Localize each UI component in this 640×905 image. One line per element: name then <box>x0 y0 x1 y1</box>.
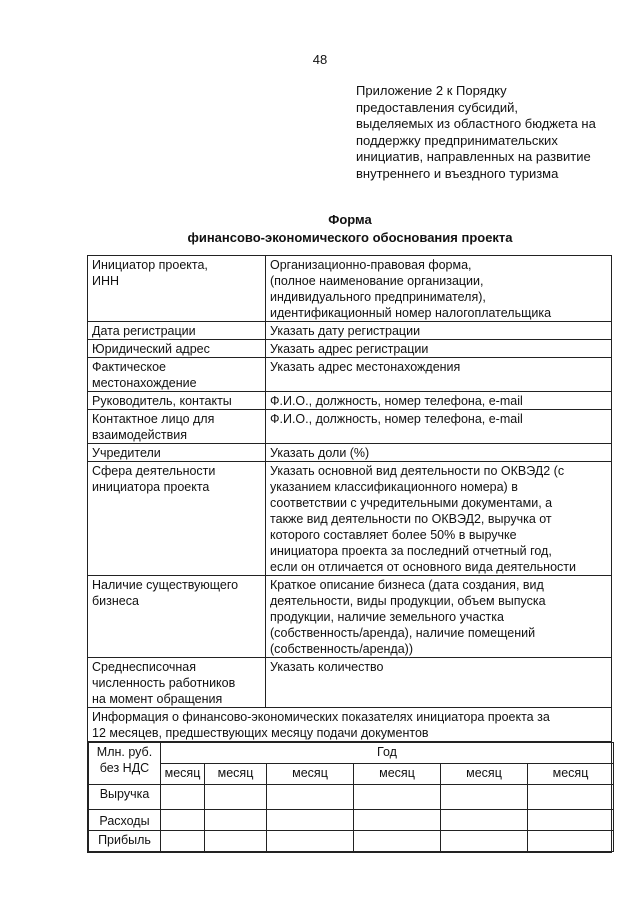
fin-header-row <box>89 743 614 764</box>
fin-data-cell[interactable] <box>161 831 205 852</box>
table-row <box>88 340 612 358</box>
appendix-line: Приложение 2 к Порядку <box>356 83 507 98</box>
fin-data-cell[interactable] <box>441 831 528 852</box>
row-value: Организационно-правовая форма, (полное наименование организации, индивидуального предпринимателя), идентификационный номер налогоплательщика <box>266 256 612 322</box>
row-label: Дата регистрации <box>88 322 266 340</box>
appendix-line: выделяемых из областного бюджета на <box>356 116 596 131</box>
project-form-table <box>87 255 612 853</box>
row-value: Ф.И.О., должность, номер телефона, e-mail <box>266 410 612 444</box>
fin-data-cell[interactable] <box>161 810 205 831</box>
fin-data-cell[interactable] <box>528 831 614 852</box>
row-label: Контактное лицо для взаимодействия <box>88 410 266 444</box>
fin-data-row <box>89 810 614 831</box>
financial-cell <box>88 742 612 853</box>
form-title-line1: Форма <box>328 212 372 227</box>
row-value: Ф.И.О., должность, номер телефона, e-mail <box>266 392 612 410</box>
row-label: Наличие существующего бизнеса <box>88 576 266 658</box>
table-row <box>88 576 612 658</box>
fin-months-row <box>89 764 614 785</box>
table-row <box>88 392 612 410</box>
appendix-line: поддержку предпринимательских <box>356 132 558 148</box>
financial-info-heading: Информация о финансово-экономических показателях инициатора проекта за 12 месяцев, предшествующих месяцу подачи документов <box>88 708 612 742</box>
page-number: 48 <box>312 52 328 67</box>
fin-data-cell[interactable] <box>205 831 267 852</box>
fin-data-cell[interactable] <box>354 810 441 831</box>
financial-table-row <box>88 742 612 853</box>
form-title-line2: финансово-экономического обоснования проекта <box>187 230 513 245</box>
row-label: Инициатор проекта, ИНН <box>88 256 266 322</box>
fin-data-cell[interactable] <box>267 810 354 831</box>
row-value: Указать количество <box>266 658 612 708</box>
month-header: месяц <box>267 764 354 785</box>
unit-cell: Млн. руб. без НДС <box>89 743 161 785</box>
appendix-line: инициатив, направленных на развитие <box>356 149 591 164</box>
row-label: Юридический адрес <box>88 340 266 358</box>
row-label: Учредители <box>88 444 266 462</box>
row-value: Указать адрес регистрации <box>266 340 612 358</box>
indicator-label: Расходы <box>89 810 161 831</box>
table-row <box>88 708 612 742</box>
row-value: Краткое описание бизнеса (дата создания, вид деятельности, виды продукции, объем выпуска продукции, наличие земельного участка (собственность/аренда), наличие помещений (собственность/аренда)) <box>266 576 612 658</box>
month-header: месяц <box>441 764 528 785</box>
row-label: Среднесписочная численность работников на момент обращения <box>88 658 266 708</box>
appendix-line: предоставления субсидий, <box>356 99 519 115</box>
table-row <box>88 462 612 576</box>
fin-data-cell[interactable] <box>354 785 441 810</box>
table-row <box>88 444 612 462</box>
fin-data-cell[interactable] <box>441 785 528 810</box>
fin-data-cell[interactable] <box>354 831 441 852</box>
fin-data-cell[interactable] <box>267 831 354 852</box>
table-row <box>88 410 612 444</box>
row-value: Указать адрес местонахождения <box>266 358 612 392</box>
fin-data-cell[interactable] <box>267 785 354 810</box>
fin-data-cell[interactable] <box>205 810 267 831</box>
table-row <box>88 256 612 322</box>
month-header: месяц <box>528 764 614 785</box>
month-header: месяц <box>354 764 441 785</box>
form-title <box>0 211 640 247</box>
table-row <box>88 658 612 708</box>
indicator-label: Выручка <box>89 785 161 810</box>
row-value: Указать основной вид деятельности по ОКВЭД2 (с указанием классификационного номера) в соответствии с учредительными документами, а также вид деятельности по ОКВЭД2, выручка от которого составляет более 50% в выручке инициатора проекта за последний отчетный год, если он отличается от основного вида деятельности <box>266 462 612 576</box>
row-value: Указать дату регистрации <box>266 322 612 340</box>
row-value: Указать доли (%) <box>266 444 612 462</box>
table-row <box>88 358 612 392</box>
table-row <box>88 322 612 340</box>
row-label: Сфера деятельности инициатора проекта <box>88 462 266 576</box>
financial-indicators-table <box>88 742 614 852</box>
fin-data-cell[interactable] <box>161 785 205 810</box>
fin-data-row <box>89 831 614 852</box>
fin-data-cell[interactable] <box>441 810 528 831</box>
fin-data-cell[interactable] <box>528 785 614 810</box>
appendix-line: внутреннего и въездного туризма <box>356 165 559 181</box>
row-label: Фактическое местонахождение <box>88 358 266 392</box>
fin-data-cell[interactable] <box>528 810 614 831</box>
fin-data-cell[interactable] <box>205 785 267 810</box>
year-header: Год <box>161 743 614 764</box>
month-header: месяц <box>205 764 267 785</box>
row-label: Руководитель, контакты <box>88 392 266 410</box>
appendix-note <box>356 83 631 182</box>
indicator-label: Прибыль <box>89 831 161 852</box>
fin-data-row <box>89 785 614 810</box>
month-header: месяц <box>161 764 205 785</box>
